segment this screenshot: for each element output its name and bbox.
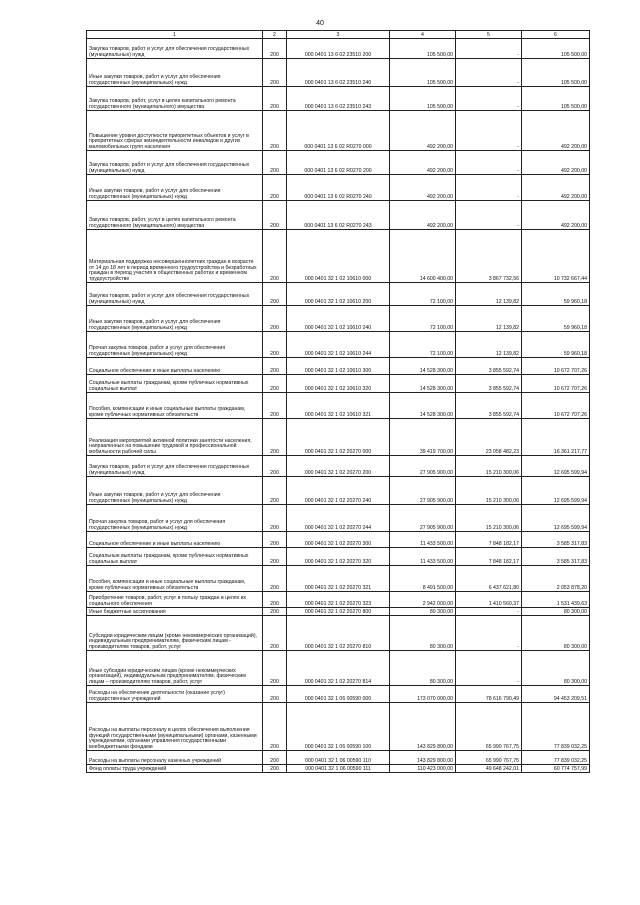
- budget-classification-code-cell: 000 0401 32 1 02 20270 200: [287, 456, 390, 477]
- executed-amount-cell: 3 855 592,74: [456, 358, 522, 375]
- budget-classification-code-cell: 000 0401 32 1 02 20270 321: [287, 566, 390, 592]
- table-row: [87, 703, 590, 751]
- unexecuted-amount-cell: 3 585 317,83: [522, 548, 590, 566]
- budget-classification-code-cell: 000 0401 32 1 06 00590 100: [287, 703, 390, 751]
- line-code-cell: 200: [263, 765, 287, 773]
- table-row: [87, 592, 590, 608]
- assigned-amount-cell: 11 433 500,00: [390, 532, 456, 548]
- budget-classification-code-cell: 000 0401 32 1 02 20270 320: [287, 548, 390, 566]
- unexecuted-amount-cell: 105 500,00: [522, 59, 590, 87]
- table-row: [87, 477, 590, 505]
- assigned-amount-cell: 27 905 900,00: [390, 477, 456, 505]
- budget-classification-code-cell: 000 0401 32 1 02 20270 323: [287, 592, 390, 608]
- expense-name-cell: Приобретение товаров, работ, услуг в пользу граждан в целях их социального обеспечения: [87, 592, 263, 608]
- expense-name-cell: Закупка товаров, работ и услуг для обеспечения государственных (муниципальных) нужд: [87, 39, 263, 59]
- line-code-cell: 200: [263, 393, 287, 419]
- line-code-cell: 200: [263, 566, 287, 592]
- executed-amount-cell: 12 139,82: [456, 306, 522, 332]
- line-code-cell: 200: [263, 111, 287, 151]
- table-row: [87, 175, 590, 201]
- assigned-amount-cell: 27 905 900,00: [390, 505, 456, 532]
- unexecuted-amount-cell: 60 774 757,99: [522, 765, 590, 773]
- table-body: [87, 39, 590, 773]
- expense-name-cell: Реализация мероприятий активной политики занятости населения, направленных на повышение трудовой и профессиональной мобильности рабочей силы: [87, 419, 263, 456]
- line-code-cell: 200: [263, 230, 287, 283]
- assigned-amount-cell: 80 300,00: [390, 608, 456, 616]
- assigned-amount-cell: 14 528 300,00: [390, 375, 456, 393]
- budget-classification-code-cell: 000 0401 32 1 02 20270 240: [287, 477, 390, 505]
- line-code-cell: 200: [263, 548, 287, 566]
- executed-amount-cell: 7 848 182,17: [456, 548, 522, 566]
- assigned-amount-cell: 105 500,00: [390, 59, 456, 87]
- table-row: [87, 608, 590, 616]
- line-code-cell: 200: [263, 39, 287, 59]
- column-number-header: 6: [522, 31, 590, 39]
- table-row: [87, 375, 590, 393]
- assigned-amount-cell: 72 100,00: [390, 306, 456, 332]
- assigned-amount-cell: 39 419 700,00: [390, 419, 456, 456]
- assigned-amount-cell: 492 200,00: [390, 111, 456, 151]
- executed-amount-cell: -: [456, 201, 522, 230]
- expense-name-cell: Иные субсидии юридическим лицам (кроме некоммерческих организаций), индивидуальным предпринимателям, физическим лицам – производителям товаров, работ, услуг: [87, 651, 263, 686]
- assigned-amount-cell: 80 300,00: [390, 616, 456, 651]
- expense-name-cell: Фонд оплаты труда учреждений: [87, 765, 263, 773]
- table-row: [87, 456, 590, 477]
- executed-amount-cell: -: [456, 111, 522, 151]
- assigned-amount-cell: 143 829 800,00: [390, 703, 456, 751]
- table-row: [87, 532, 590, 548]
- unexecuted-amount-cell: 10 732 667,44: [522, 230, 590, 283]
- unexecuted-amount-cell: 10 672 707,26: [522, 393, 590, 419]
- line-code-cell: 200: [263, 751, 287, 765]
- assigned-amount-cell: 492 200,00: [390, 151, 456, 175]
- budget-classification-code-cell: 000 0401 32 1 02 20270 300: [287, 532, 390, 548]
- expense-name-cell: Повышение уровня доступности приоритетных объектов и услуг в приоритетных сферах жизнедеятельности инвалидов и других маломобильных групп населения: [87, 111, 263, 151]
- line-code-cell: 200: [263, 505, 287, 532]
- unexecuted-amount-cell: 1 531 439,63: [522, 592, 590, 608]
- table-row: [87, 59, 590, 87]
- unexecuted-amount-cell: 77 839 032,25: [522, 751, 590, 765]
- unexecuted-amount-cell: 12 695 599,94: [522, 505, 590, 532]
- line-code-cell: 200: [263, 686, 287, 703]
- budget-classification-code-cell: 000 0401 13 6 02 23510 243: [287, 87, 390, 111]
- executed-amount-cell: -: [456, 59, 522, 87]
- column-number-header: 5: [456, 31, 522, 39]
- expense-name-cell: Социальные выплаты гражданам, кроме публичных нормативных социальных выплат: [87, 375, 263, 393]
- unexecuted-amount-cell: 94 453 209,51: [522, 686, 590, 703]
- assigned-amount-cell: 72 100,00: [390, 283, 456, 306]
- unexecuted-amount-cell: 12 695 599,94: [522, 456, 590, 477]
- assigned-amount-cell: 8 491 500,00: [390, 566, 456, 592]
- executed-amount-cell: 15 210 300,06: [456, 456, 522, 477]
- column-number-header: 4: [390, 31, 456, 39]
- budget-classification-code-cell: 000 0401 32 1 02 20270 244: [287, 505, 390, 532]
- table-row: [87, 505, 590, 532]
- expense-name-cell: Пособия, компенсации и иные социальные выплаты гражданам, кроме публичных нормативных обязательств: [87, 566, 263, 592]
- table-row: [87, 651, 590, 686]
- table-row: [87, 332, 590, 358]
- assigned-amount-cell: 492 200,00: [390, 201, 456, 230]
- budget-classification-code-cell: 000 0401 32 1 02 20270 814: [287, 651, 390, 686]
- budget-classification-code-cell: 000 0401 32 1 02 20270 000: [287, 419, 390, 456]
- executed-amount-cell: 3 855 592,74: [456, 393, 522, 419]
- budget-classification-code-cell: 000 0401 32 1 06 00590 110: [287, 751, 390, 765]
- executed-amount-cell: -: [456, 151, 522, 175]
- unexecuted-amount-cell: 492 200,00: [522, 175, 590, 201]
- budget-classification-code-cell: 000 0401 13 6 02 23510 200: [287, 39, 390, 59]
- executed-amount-cell: -: [456, 616, 522, 651]
- expense-name-cell: Расходы на выплаты персоналу казенных учреждений: [87, 751, 263, 765]
- assigned-amount-cell: 2 942 000,00: [390, 592, 456, 608]
- line-code-cell: 200: [263, 608, 287, 616]
- unexecuted-amount-cell: 80 300,00: [522, 608, 590, 616]
- column-number-header: 3: [287, 31, 390, 39]
- budget-classification-code-cell: 000 0401 32 1 02 10610 240: [287, 306, 390, 332]
- executed-amount-cell: 15 210 300,06: [456, 477, 522, 505]
- line-code-cell: 200: [263, 59, 287, 87]
- assigned-amount-cell: 27 905 900,00: [390, 456, 456, 477]
- assigned-amount-cell: 105 500,00: [390, 87, 456, 111]
- assigned-amount-cell: 492 200,00: [390, 175, 456, 201]
- executed-amount-cell: -: [456, 39, 522, 59]
- unexecuted-amount-cell: 12 695 599,94: [522, 477, 590, 505]
- budget-classification-code-cell: 000 0401 32 1 06 00590 000: [287, 686, 390, 703]
- executed-amount-cell: 23 058 482,23: [456, 419, 522, 456]
- unexecuted-amount-cell: 10 672 707,26: [522, 375, 590, 393]
- executed-amount-cell: 65 990 767,75: [456, 703, 522, 751]
- assigned-amount-cell: 72 100,00: [390, 332, 456, 358]
- executed-amount-cell: 1 410 560,37: [456, 592, 522, 608]
- budget-classification-code-cell: 000 0401 13 6 02 R0270 000: [287, 111, 390, 151]
- assigned-amount-cell: 143 829 800,00: [390, 751, 456, 765]
- expense-name-cell: Закупка товаров, работ и услуг для обеспечения государственных (муниципальных) нужд: [87, 456, 263, 477]
- unexecuted-amount-cell: 492 200,00: [522, 111, 590, 151]
- expense-name-cell: Закупка товаров, работ и услуг для обеспечения государственных (муниципальных) нужд: [87, 151, 263, 175]
- expense-name-cell: Прочая закупка товаров, работ и услуг для обеспечения государственных (муниципальных) нужд: [87, 332, 263, 358]
- assigned-amount-cell: 14 528 300,00: [390, 358, 456, 375]
- budget-classification-code-cell: 000 0401 32 1 02 20270 810: [287, 616, 390, 651]
- line-code-cell: 200: [263, 332, 287, 358]
- executed-amount-cell: -: [456, 608, 522, 616]
- executed-amount-cell: 6 437 621,80: [456, 566, 522, 592]
- table-row: [87, 358, 590, 375]
- executed-amount-cell: 78 616 790,49: [456, 686, 522, 703]
- unexecuted-amount-cell: 59 960,18: [522, 306, 590, 332]
- table-row: [87, 686, 590, 703]
- table-row: [87, 306, 590, 332]
- table-row: [87, 566, 590, 592]
- unexecuted-amount-cell: 59 960,18: [522, 283, 590, 306]
- assigned-amount-cell: 173 070 000,00: [390, 686, 456, 703]
- line-code-cell: 200: [263, 151, 287, 175]
- page-number: 40: [316, 20, 324, 27]
- expense-name-cell: Материальная поддержка несовершеннолетних граждан в возрасте от 14 до 18 лет в период временного трудоустройства и безработных граждан в период участия в общественных работах и временном трудоустройстве: [87, 230, 263, 283]
- unexecuted-amount-cell: 77 839 032,25: [522, 703, 590, 751]
- table-row: [87, 151, 590, 175]
- budget-classification-code-cell: 000 0401 32 1 02 20270 800: [287, 608, 390, 616]
- line-code-cell: 200: [263, 175, 287, 201]
- executed-amount-cell: -: [456, 175, 522, 201]
- unexecuted-amount-cell: 105 500,00: [522, 39, 590, 59]
- unexecuted-amount-cell: 59 960,18: [522, 332, 590, 358]
- budget-classification-code-cell: 000 0401 32 1 02 10610 000: [287, 230, 390, 283]
- line-code-cell: 200: [263, 419, 287, 456]
- line-code-cell: 200: [263, 651, 287, 686]
- unexecuted-amount-cell: 105 500,00: [522, 87, 590, 111]
- budget-classification-code-cell: 000 0401 13 6 02 R0270 200: [287, 151, 390, 175]
- expense-name-cell: Закупка товаров, работ, услуг в целях капитального ремонта государственного (муниципального) имущества: [87, 201, 263, 230]
- executed-amount-cell: 49 648 242,01: [456, 765, 522, 773]
- executed-amount-cell: 15 210 300,06: [456, 505, 522, 532]
- line-code-cell: 200: [263, 456, 287, 477]
- executed-amount-cell: 12 139,82: [456, 332, 522, 358]
- unexecuted-amount-cell: 2 053 878,20: [522, 566, 590, 592]
- budget-classification-code-cell: 000 0401 32 1 06 00590 111: [287, 765, 390, 773]
- expense-name-cell: Закупка товаров, работ и услуг для обеспечения государственных (муниципальных) нужд: [87, 283, 263, 306]
- table-row: [87, 751, 590, 765]
- line-code-cell: 200: [263, 87, 287, 111]
- table-row: [87, 87, 590, 111]
- expense-name-cell: Социальное обеспечение и иные выплаты населению: [87, 358, 263, 375]
- unexecuted-amount-cell: 3 585 317,83: [522, 532, 590, 548]
- line-code-cell: 200: [263, 592, 287, 608]
- line-code-cell: 200: [263, 306, 287, 332]
- expense-name-cell: Иные бюджетные ассигнования: [87, 608, 263, 616]
- executed-amount-cell: -: [456, 651, 522, 686]
- unexecuted-amount-cell: 16 361 217,77: [522, 419, 590, 456]
- table-row: [87, 283, 590, 306]
- assigned-amount-cell: 14 600 400,00: [390, 230, 456, 283]
- executed-amount-cell: 65 990 767,75: [456, 751, 522, 765]
- executed-amount-cell: 3 855 592,74: [456, 375, 522, 393]
- line-code-cell: 200: [263, 477, 287, 505]
- table-row: [87, 39, 590, 59]
- budget-classification-code-cell: 000 0401 32 1 02 10610 244: [287, 332, 390, 358]
- table-row: [87, 201, 590, 230]
- expense-name-cell: Социальное обеспечение и иные выплаты населению: [87, 532, 263, 548]
- line-code-cell: 200: [263, 532, 287, 548]
- line-code-cell: 200: [263, 358, 287, 375]
- expense-name-cell: Расходы на обеспечение деятельности (оказание услуг) государственных учреждений: [87, 686, 263, 703]
- executed-amount-cell: 7 848 182,17: [456, 532, 522, 548]
- expense-name-cell: Иные закупки товаров, работ и услуг для обеспечения государственных (муниципальных) нужд: [87, 477, 263, 505]
- expense-name-cell: Прочая закупка товаров, работ и услуг для обеспечения государственных (муниципальных) нужд: [87, 505, 263, 532]
- column-number-header: 1: [87, 31, 263, 39]
- table-row: [87, 765, 590, 773]
- line-code-cell: 200: [263, 375, 287, 393]
- assigned-amount-cell: 11 433 500,00: [390, 548, 456, 566]
- budget-classification-code-cell: 000 0401 32 1 02 10610 300: [287, 358, 390, 375]
- budget-classification-code-cell: 000 0401 13 6 02 R0270 240: [287, 175, 390, 201]
- budget-classification-code-cell: 000 0401 13 6 02 23510 240: [287, 59, 390, 87]
- table-row: [87, 419, 590, 456]
- unexecuted-amount-cell: 80 300,00: [522, 616, 590, 651]
- column-number-row: [87, 31, 590, 39]
- line-code-cell: 200: [263, 703, 287, 751]
- budget-classification-code-cell: 000 0401 32 1 02 10610 320: [287, 375, 390, 393]
- expense-name-cell: Иные закупки товаров, работ и услуг для обеспечения государственных (муниципальных) нужд: [87, 306, 263, 332]
- assigned-amount-cell: 80 300,00: [390, 651, 456, 686]
- expense-name-cell: Расходы на выплаты персоналу в целях обеспечения выполнения функций государственными (муниципальными) органами, казенными учреждениями, органами управления государственными внебюджетными фондами: [87, 703, 263, 751]
- unexecuted-amount-cell: 80 300,00: [522, 651, 590, 686]
- table-row: [87, 393, 590, 419]
- budget-classification-code-cell: 000 0401 32 1 02 10610 200: [287, 283, 390, 306]
- table-row: [87, 616, 590, 651]
- table-row: [87, 111, 590, 151]
- expense-name-cell: Иные закупки товаров, работ и услуг для обеспечения государственных (муниципальных) нужд: [87, 59, 263, 87]
- line-code-cell: 200: [263, 616, 287, 651]
- line-code-cell: 200: [263, 201, 287, 230]
- unexecuted-amount-cell: 10 672 707,26: [522, 358, 590, 375]
- budget-classification-code-cell: 000 0401 13 6 02 R0270 243: [287, 201, 390, 230]
- unexecuted-amount-cell: 492 200,00: [522, 201, 590, 230]
- column-number-header: 2: [263, 31, 287, 39]
- unexecuted-amount-cell: 492 200,00: [522, 151, 590, 175]
- table-row: [87, 548, 590, 566]
- expense-name-cell: Иные закупки товаров, работ и услуг для обеспечения государственных (муниципальных) нужд: [87, 175, 263, 201]
- assigned-amount-cell: 105 500,00: [390, 39, 456, 59]
- executed-amount-cell: -: [456, 87, 522, 111]
- table-row: [87, 230, 590, 283]
- expense-name-cell: Закупка товаров, работ, услуг в целях капитального ремонта государственного (муниципального) имущества: [87, 87, 263, 111]
- expense-name-cell: Пособия, компенсации и иные социальные выплаты гражданам, кроме публичных нормативных обязательств: [87, 393, 263, 419]
- assigned-amount-cell: 110 423 000,00: [390, 765, 456, 773]
- budget-execution-table: [86, 30, 590, 773]
- executed-amount-cell: 3 867 732,56: [456, 230, 522, 283]
- budget-classification-code-cell: 000 0401 32 1 02 10610 321: [287, 393, 390, 419]
- line-code-cell: 200: [263, 283, 287, 306]
- executed-amount-cell: 12 139,82: [456, 283, 522, 306]
- assigned-amount-cell: 14 528 300,00: [390, 393, 456, 419]
- expense-name-cell: Социальные выплаты гражданам, кроме публичных нормативных социальных выплат: [87, 548, 263, 566]
- expense-name-cell: Субсидии юридическим лицам (кроме некоммерческих организаций), индивидуальным предпринимателям, физическим лицам - производителям товаров, работ, услуг: [87, 616, 263, 651]
